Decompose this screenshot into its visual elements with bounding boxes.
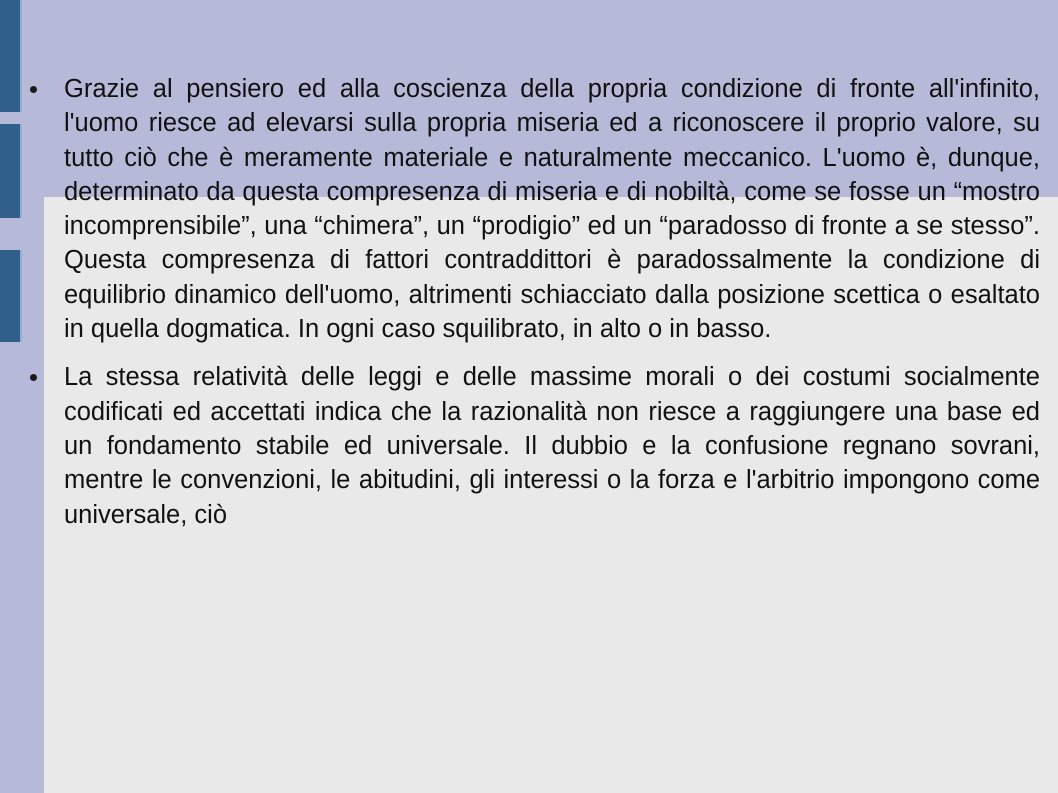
decorative-accent-bar [0, 124, 22, 218]
bullet-item [30, 72, 1040, 346]
decorative-accent-bar [0, 250, 22, 342]
decorative-accent-bar [0, 0, 22, 112]
bullet-icon [30, 86, 37, 93]
slide-body [30, 72, 1040, 532]
bullet-text: Grazie al pensiero ed alla coscienza della propria condizione di fronte all'infinito, l'uomo riesce ad elevarsi sulla propria miseria ed a riconoscere il proprio valore, su tutto ciò che è meramente materiale e naturalmente meccanico. L'uomo è, dunque, determinato da questa compresenza di miseria e di nobiltà, come se fosse un “mostro incomprensibile”, una “chimera”, un “prodigio” ed un “paradosso di fronte a se stesso”. Questa compresenza di fattori contraddittori è paradossalmente la condizione di equilibrio dinamico dell'uomo, altrimenti schiacciato dalla posizione scettica o esaltato in quella dogmatica. In ogni caso squilibrato, in alto o in basso. [64, 75, 1040, 344]
bullet-icon [30, 374, 37, 381]
bullet-text: La stessa relatività delle leggi e delle massime morali o dei costumi socialmente codificati ed accettati indica che la razionalità non riesce a raggiungere una base ed un fondamento stabile ed universale. Il dubbio e la confusione regnano sovrani, mentre le convenzioni, le abitudini, gli interessi o la forza e l'arbitrio impongono come universale, ciò [64, 363, 1040, 529]
bullet-item [30, 360, 1040, 531]
